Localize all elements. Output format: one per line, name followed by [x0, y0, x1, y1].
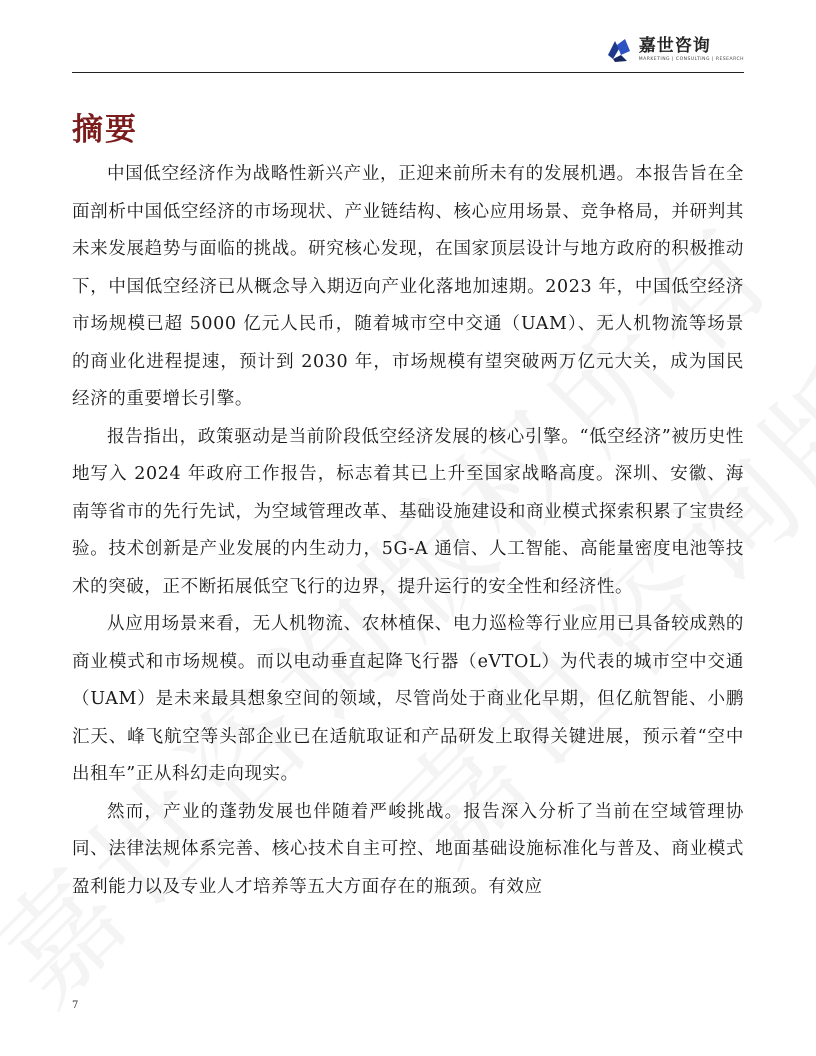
- brand-name: 嘉世咨询: [638, 35, 711, 56]
- page-number: 7: [72, 1000, 79, 1011]
- brand-logo-icon: [605, 35, 633, 63]
- brand-tagline: MARKETING | CONSULTING | RESEARCH: [638, 56, 744, 62]
- brand-logo: [605, 32, 744, 66]
- paragraph: 中国低空经济作为战略性新兴产业，正迎来前所未有的发展机遇。本报告旨在全面剖析中国低空经济的市场现状、产业链结构、核心应用场景、竞争格局，并研判其未来发展趋势与面临的挑战。研究核心发现，在国家顶层设计与地方政府的积极推动下，中国低空经济已从概念导入期迈向产业化落地加速期。2023 年，中国低空经济市场规模已超 5000 亿元人民币，随着城市空中交通（UAM）、无人机物流等场景的商业化进程提速，预计到 2030 年，市场规模有望突破两万亿元大关，成为国民经济的重要增长引擎。: [72, 164, 744, 409]
- paragraph: 报告指出，政策驱动是当前阶段低空经济发展的核心引擎。“低空经济”被历史性地写入 2024 年政府工作报告，标志着其已上升至国家战略高度。深圳、安徽、海南等省市的先行先试，为空域管理改革、基础设施建设和商业模式探索积累了宝贵经验。技术创新是产业发展的内生动力，5G-A 通信、人工智能、高能量密度电池等技术的突破，正不断拓展低空飞行的边界，提升运行的安全性和经济性。: [72, 426, 744, 597]
- paragraph: 然而，产业的蓬勃发展也伴随着严峻挑战。报告深入分析了当前在空域管理协同、法律法规体系完善、核心技术自主可控、地面基础设施标准化与普及、商业模式盈利能力以及专业人才培养等五大方面存在的瓶颈。有效应: [72, 801, 744, 897]
- paragraph: 从应用场景来看，无人机物流、农林植保、电力巡检等行业应用已具备较成熟的商业模式和市场规模。而以电动垂直起降飞行器（eVTOL）为代表的城市空中交通（UAM）是未来最具想象空间的领域，尽管尚处于商业化早期，但亿航智能、小鹏汇天、峰飞航空等头部企业已在适航取证和产品研发上取得关键进展，预示着“空中出租车”正从科幻走向现实。: [72, 614, 744, 784]
- page-title: 摘要: [72, 112, 138, 148]
- page-header: [72, 26, 744, 73]
- body-text: [72, 156, 744, 906]
